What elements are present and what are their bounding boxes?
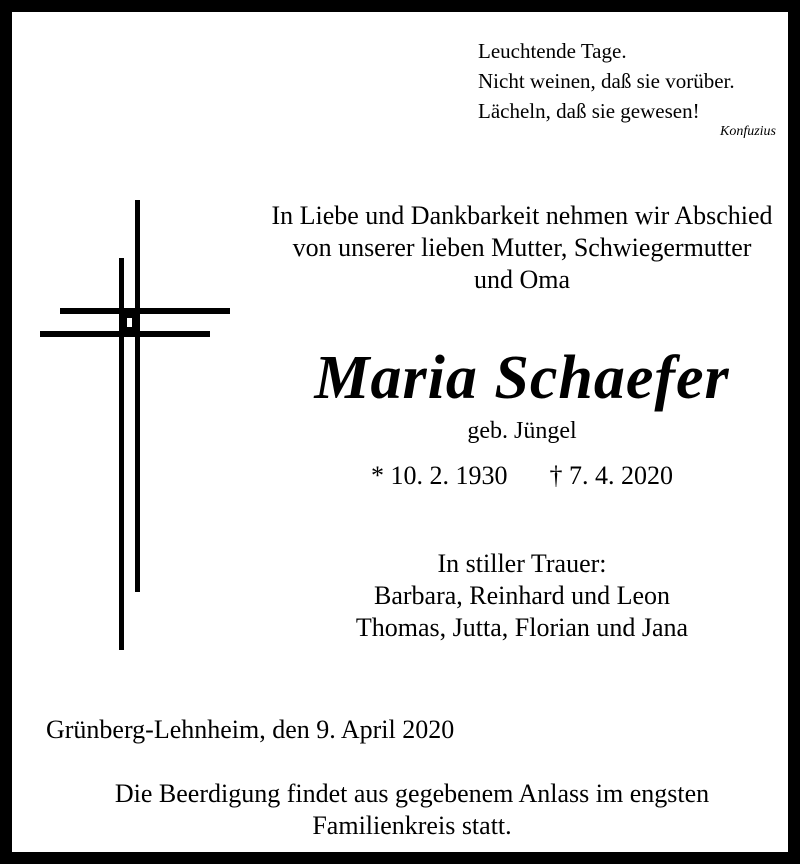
deceased-name: Maria Schaefer [314, 344, 730, 412]
farewell-text [242, 200, 800, 296]
quote-line: Leuchtende Tage. [478, 39, 627, 63]
quote-block [478, 36, 790, 140]
mourners-line: Thomas, Jutta, Florian und Jana [355, 613, 689, 642]
mourners-heading: In stiller Trauer: [437, 549, 607, 578]
funeral-line: Familienkreis statt. [312, 811, 512, 840]
mourners-line: Barbara, Reinhard und Leon [373, 581, 670, 610]
death-date: † 7. 4. 2020 [549, 461, 673, 490]
quote-author: Konfuzius [719, 124, 776, 139]
quote-line: Lächeln, daß sie gewesen! [478, 99, 700, 123]
maiden-name: geb. Jüngel [467, 418, 577, 444]
quote-line: Nicht weinen, daß sie vorüber. [478, 69, 735, 93]
farewell-line: und Oma [473, 265, 571, 294]
place-and-date: Grünberg-Lehnheim, den 9. April 2020 [46, 715, 455, 744]
life-dates [242, 460, 800, 492]
birth-date: * 10. 2. 1930 [371, 461, 508, 490]
mourners-block [242, 548, 800, 644]
funeral-note [12, 778, 800, 842]
funeral-line: Die Beerdigung findet aus gegebenem Anlass im engsten [114, 779, 710, 808]
farewell-line: In Liebe und Dankbarkeit nehmen wir Abschied [271, 201, 773, 230]
double-cross-icon [28, 200, 232, 650]
farewell-line: von unserer lieben Mutter, Schwiegermutter [292, 233, 752, 262]
